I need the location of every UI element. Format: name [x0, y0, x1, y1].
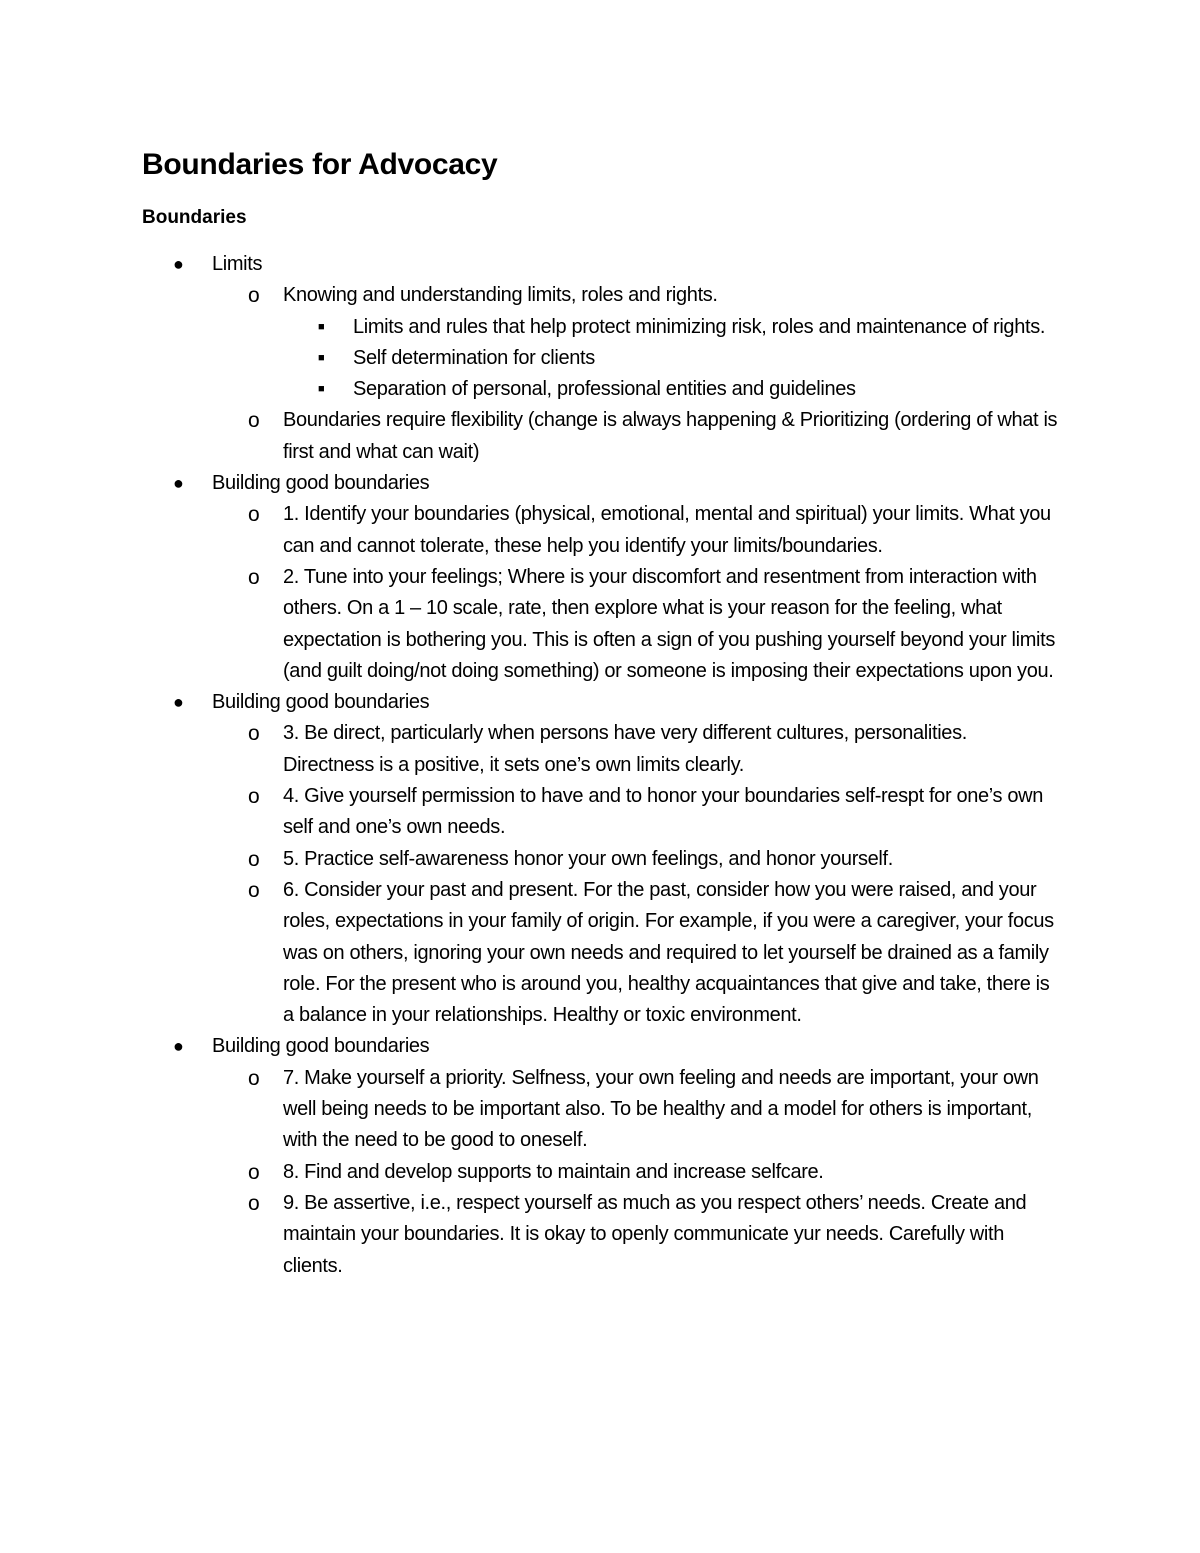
list-item-text: 8. Find and develop supports to maintain and increase selfcare. — [283, 1160, 824, 1183]
circle-bullet-icon: o — [248, 847, 260, 871]
list-item-label: Limits — [212, 253, 263, 275]
list-item-label: Building good boundaries — [212, 691, 430, 714]
square-bullet-icon: ■ — [318, 320, 325, 333]
list-item-text: 2. Tune into your feelings; Where is your discomfort and resentment from interaction with others. On a 1 – 10 scale, rate, then explore what is your reason for the feeling, what expectation is bothering you. This is often a sign of you pushing yourself beyond your limits (and guilt doing/not doing something) or someone is imposing their expectations upon you. — [283, 565, 1055, 682]
list-item — [0, 687, 1062, 718]
list-item-label: Building good boundaries — [212, 472, 430, 495]
list-item — [0, 280, 1063, 311]
circle-bullet-icon: o — [248, 1191, 260, 1215]
circle-bullet-icon: o — [248, 565, 260, 589]
square-bullet-icon: ■ — [318, 383, 325, 396]
circle-bullet-icon: o — [248, 1160, 260, 1184]
section-heading: Boundaries — [142, 207, 247, 228]
list-item-text: Limits and rules that help protect minimizing risk, roles and maintenance of rights. — [353, 315, 1046, 338]
list-item — [0, 781, 1063, 844]
list-item-text: 9. Be assertive, i.e., respect yourself as much as you respect others’ needs. Create and maintain your boundaries. It is okay to openly communicate yur needs. Carefully with clients. — [283, 1191, 1027, 1277]
list-item — [0, 844, 1063, 875]
list-item — [0, 312, 1063, 343]
list-item — [0, 374, 1063, 405]
list-item-text: Separation of personal, professional entities and guidelines — [353, 378, 856, 401]
square-bullet-icon: ■ — [318, 351, 325, 364]
list-item — [0, 405, 1063, 468]
list-item-text: Boundaries require flexibility (change is always happening & Prioritizing (ordering of what is first and what can wait) — [283, 409, 1058, 463]
circle-bullet-icon: o — [248, 503, 260, 527]
circle-bullet-icon: o — [248, 1066, 260, 1090]
outline-list — [0, 249, 1200, 1282]
list-item-text: Self determination for clients — [353, 346, 595, 369]
bullet-icon: ● — [173, 254, 184, 274]
circle-bullet-icon: o — [248, 722, 260, 746]
bullet-icon: ● — [173, 1036, 184, 1057]
list-item-text: 6. Consider your past and present. For the past, consider how you were raised, and your roles, expectations in your family of origin. For example, if you were a caregiver, your focus was on others, ignoring your own needs and required to let yourself be drained as a family role. For the present who is around you, healthy acquaintances that give and take, there is a balance in your relationships. Healthy or toxic environment. — [283, 878, 1054, 1027]
list-item — [0, 1063, 1063, 1157]
list-item — [0, 875, 1063, 1031]
list-item-text: 4. Give yourself permission to have and to honor your boundaries self-respt for one’s own self and one’s own needs. — [283, 785, 1044, 839]
list-item-text: 7. Make yourself a priority. Selfness, your own feeling and needs are important, your own well being needs to be important also. To be healthy and a model for others is important, with the need to be good to oneself. — [283, 1066, 1039, 1152]
list-item — [0, 1188, 1063, 1282]
circle-bullet-icon: o — [248, 878, 260, 902]
circle-bullet-icon: o — [248, 409, 260, 433]
list-item — [0, 499, 1063, 562]
bullet-icon: ● — [173, 473, 184, 494]
list-item — [0, 1031, 1062, 1062]
list-item-text: 5. Practice self-awareness honor your own feelings, and honor yourself. — [283, 847, 893, 870]
list-item-text: 1. Identify your boundaries (physical, emotional, mental and spiritual) your limits. What you can and cannot tolerate, these help you identify your limits/boundaries. — [283, 503, 1051, 557]
circle-bullet-icon: o — [248, 785, 260, 809]
bullet-icon: ● — [173, 692, 184, 713]
circle-bullet-icon: o — [248, 284, 260, 308]
list-item-label: Building good boundaries — [212, 1035, 430, 1058]
list-item — [0, 562, 1063, 687]
list-item — [0, 1157, 1063, 1188]
list-item — [0, 468, 1062, 499]
list-item — [0, 718, 1063, 781]
list-item-text: 3. Be direct, particularly when persons have very different cultures, personalities. Directness is a positive, it sets one’s own limits clearly. — [283, 722, 967, 776]
list-item — [0, 249, 1062, 280]
list-item-text: Knowing and understanding limits, roles and rights. — [283, 284, 718, 307]
document-title: Boundaries for Advocacy — [142, 148, 498, 181]
list-item — [0, 343, 1063, 374]
